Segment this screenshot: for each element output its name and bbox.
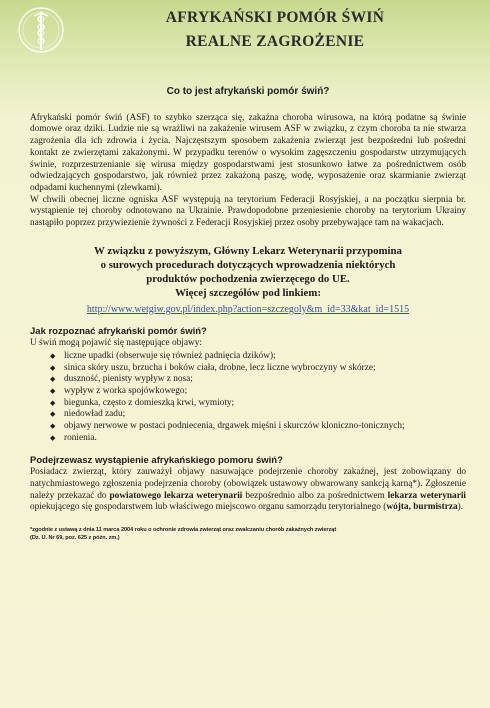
details-link[interactable]: http://www.wetgiw.gov.pl/index.php?action=szczegoly&m_id=33&kat_id=1515 xyxy=(86,303,410,315)
suspect-text-3: opiekującego się gospodarstwem lub właściwego miejscowo organu samorządu terytorialnego ( xyxy=(30,502,387,513)
vet-emphasis: lekarza weterynarii xyxy=(387,490,466,501)
list-item: ◆ duszność, pienisty wypływ z nosa; xyxy=(50,374,466,386)
county-vet-emphasis: powiatowego lekarza weterynarii xyxy=(109,490,243,501)
header-banner xyxy=(0,0,490,62)
notice-block xyxy=(30,244,466,300)
intro-paragraph-2: W chwili obecnej liczne ogniska ASF występują na terytorium Federacji Rosyjskiej, a na początku sierpnia br. wystąpienie tej choroby odnotowano na Ukrainie. Prawdopodobne przeniesienie choroby na terytorium Ukrainy nastąpiło poprzez przywiezienie żywności z Federacji Rosyjskiej przez osoby przebywające tam na wakacjach. xyxy=(30,194,466,229)
notice-line-1: W związku z powyższym, Główny Lekarz Weterynarii przypomina xyxy=(94,244,402,257)
title-line-1: AFRYKAŃSKI POMÓR ŚWIŃ xyxy=(165,9,385,26)
suspect-text-1: Posiadacz zwierząt, który zauważył objawy nasuwające podejrzenie choroby zakaźnej, jest zobowiązany do natychmiastowego zgłoszenia podejrzenia choroby (obowiązek ustawowy obwarowany sankcją karną*). Zgłoszenie należy przekazać do xyxy=(30,467,466,501)
symptoms-heading: Jak rozpoznać afrykański pomór świń? xyxy=(30,326,207,338)
notice-line-2: o surowych procedurach dotyczących wprowadzenia niektórych xyxy=(100,258,396,271)
list-item: ◆ sinica skóry uszu, brzucha i boków ciała, drobne, lecz liczne wybroczyny w skórze; xyxy=(50,363,466,375)
notice-line-3: produktów pochodzenia zwierzęcego do UE. xyxy=(146,272,350,285)
suspect-paragraph xyxy=(30,467,466,514)
mayor-emphasis: wójta, burmistrza xyxy=(386,502,458,513)
symptoms-lead: U świń mogą pojawić się następujące objawy: xyxy=(30,338,202,349)
list-item: ◆ niedowład zadu; xyxy=(50,409,466,421)
suspect-heading: Podejrzewasz wystąpienie afrykańskiego pomoru świń? xyxy=(30,455,283,467)
footnote-line-2: (Dz. U. Nr 69, poz. 625 z późn. zm.) xyxy=(30,534,120,541)
legal-footnote xyxy=(30,526,466,542)
list-item: ◆ biegunka, często z domieszką krwi, wymioty; xyxy=(50,398,466,410)
main-content xyxy=(30,86,466,542)
intro-paragraph-1: Afrykański pomór świń (ASF) to szybko szerząca się, zakaźna choroba wirusowa, na którą podatne są świnie domowe oraz dziki. Ludzie nie są wrażliwi na zakażenie wirusem ASF w związku, z czym choroba ta nie stwarza zagrożenia dla ich zdrowia i życia. Najczęstszym sposobem zakażenia zwierząt jest bezpośredni lub pośredni kontakt ze zwierzętami zakażonymi. W przypadku terenów o wysokim zagęszczeniu gospodarstw utrzymujących świnie, rozprzestrzenianie się wirusa między gospodarstwami jest stosunkowo łatwe za pośrednictwem osób odwiedzających gospodarstwo, jak również przez zakażoną paszę, wodę, wyposażenie oraz skarmianie zwierząt odpadami kuchennymi (zlewkami). xyxy=(30,112,466,193)
list-item: ◆ wypływ z worka spojówkowego; xyxy=(50,386,466,398)
notice-line-4: Więcej szczegółów pod linkiem: xyxy=(175,286,321,299)
footnote-line-1: *zgodnie z ustawą z dnia 11 marca 2004 roku o ochronie zdrowia zwierząt oraz zwalczaniu chorób zakaźnych zwierząt xyxy=(30,526,337,533)
suspect-text-2: bezpośrednio albo za pośrednictwem xyxy=(242,490,388,501)
question-heading: Co to jest afrykański pomór świń? xyxy=(166,86,330,97)
list-item: ◆ liczne upadki (obserwuje się również padnięcia dzików); xyxy=(50,351,466,363)
title-line-2: REALNE ZAGROŻENIE xyxy=(185,33,365,50)
veterinary-caduceus-logo xyxy=(16,4,66,56)
list-item: ◆ objawy nerwowe w postaci podniecenia, drgawek mięśni i skurczów kloniczno-tonicznych; xyxy=(50,421,466,433)
list-item: ◆ ronienia. xyxy=(50,433,466,445)
symptoms-list xyxy=(50,351,466,445)
suspect-text-4: ). xyxy=(457,502,464,513)
